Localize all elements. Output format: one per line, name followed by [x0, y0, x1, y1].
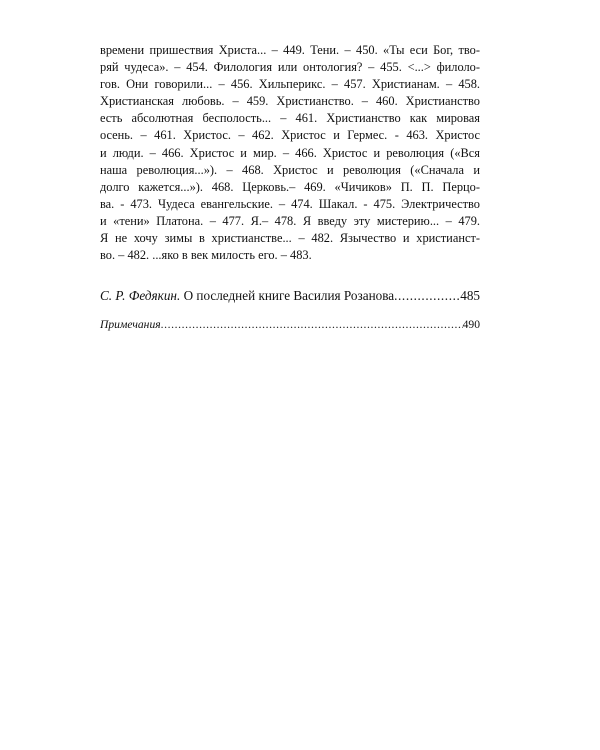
toc-line: есть абсолютная бесполость... – 461. Христианство как мировая [100, 111, 480, 126]
toc-entry-title: Примечания [100, 318, 161, 332]
dot-leader [394, 287, 460, 304]
toc-body [100, 42, 480, 264]
toc-line: осень. – 461. Христос. – 462. Христос и Гермес. - 463. Христос [100, 128, 480, 143]
dot-leader [161, 317, 463, 333]
toc-line: во. – 482. ...яко в век милость его. – 483. [100, 248, 312, 263]
toc-line: и «тени» Платона. – 477. Я.– 478. Я введу эту мистерию... – 479. [100, 213, 480, 228]
toc-entry-title-text: О последней книге Василия Розанова [183, 288, 395, 304]
toc-entry-notes[interactable] [100, 317, 480, 333]
toc-line: Христианская любовь. – 459. Христианство. – 460. Христианство [100, 94, 480, 109]
toc-entry-author: С. Р. Федякин. [100, 288, 181, 304]
toc-line: гов. Они говорили... – 456. Хильперикс. – 457. Христианам. – 458. [100, 77, 480, 92]
toc-entry-page: 490 [462, 318, 480, 332]
toc-entry-title [100, 287, 394, 304]
toc-line: Я не хочу зимы в христианстве... – 482. Язычество и христианст- [100, 231, 480, 246]
toc-line: ряй чудеса». – 454. Филология или онтология? – 455. <...> филоло- [100, 60, 480, 75]
toc-line: ва. - 473. Чудеса евангельские. – 474. Шакал. - 475. Электричество [100, 196, 480, 211]
toc-line: наша революция...»). – 468. Христос и революция («Сначала и [100, 162, 480, 177]
toc-entry-fedyakin[interactable] [100, 287, 480, 304]
toc-line: долго кажется...»). 468. Церковь.– 469. «Чичиков» П. П. Перцо- [100, 179, 480, 194]
toc-line: времени пришествия Христа... – 449. Тени. – 450. «Ты еси Бог, тво- [100, 43, 480, 57]
toc-line: и люди. – 466. Христос и мир. – 466. Христос и революция («Вся [100, 145, 480, 160]
toc-page [100, 42, 480, 333]
toc-entry-page: 485 [460, 288, 480, 304]
